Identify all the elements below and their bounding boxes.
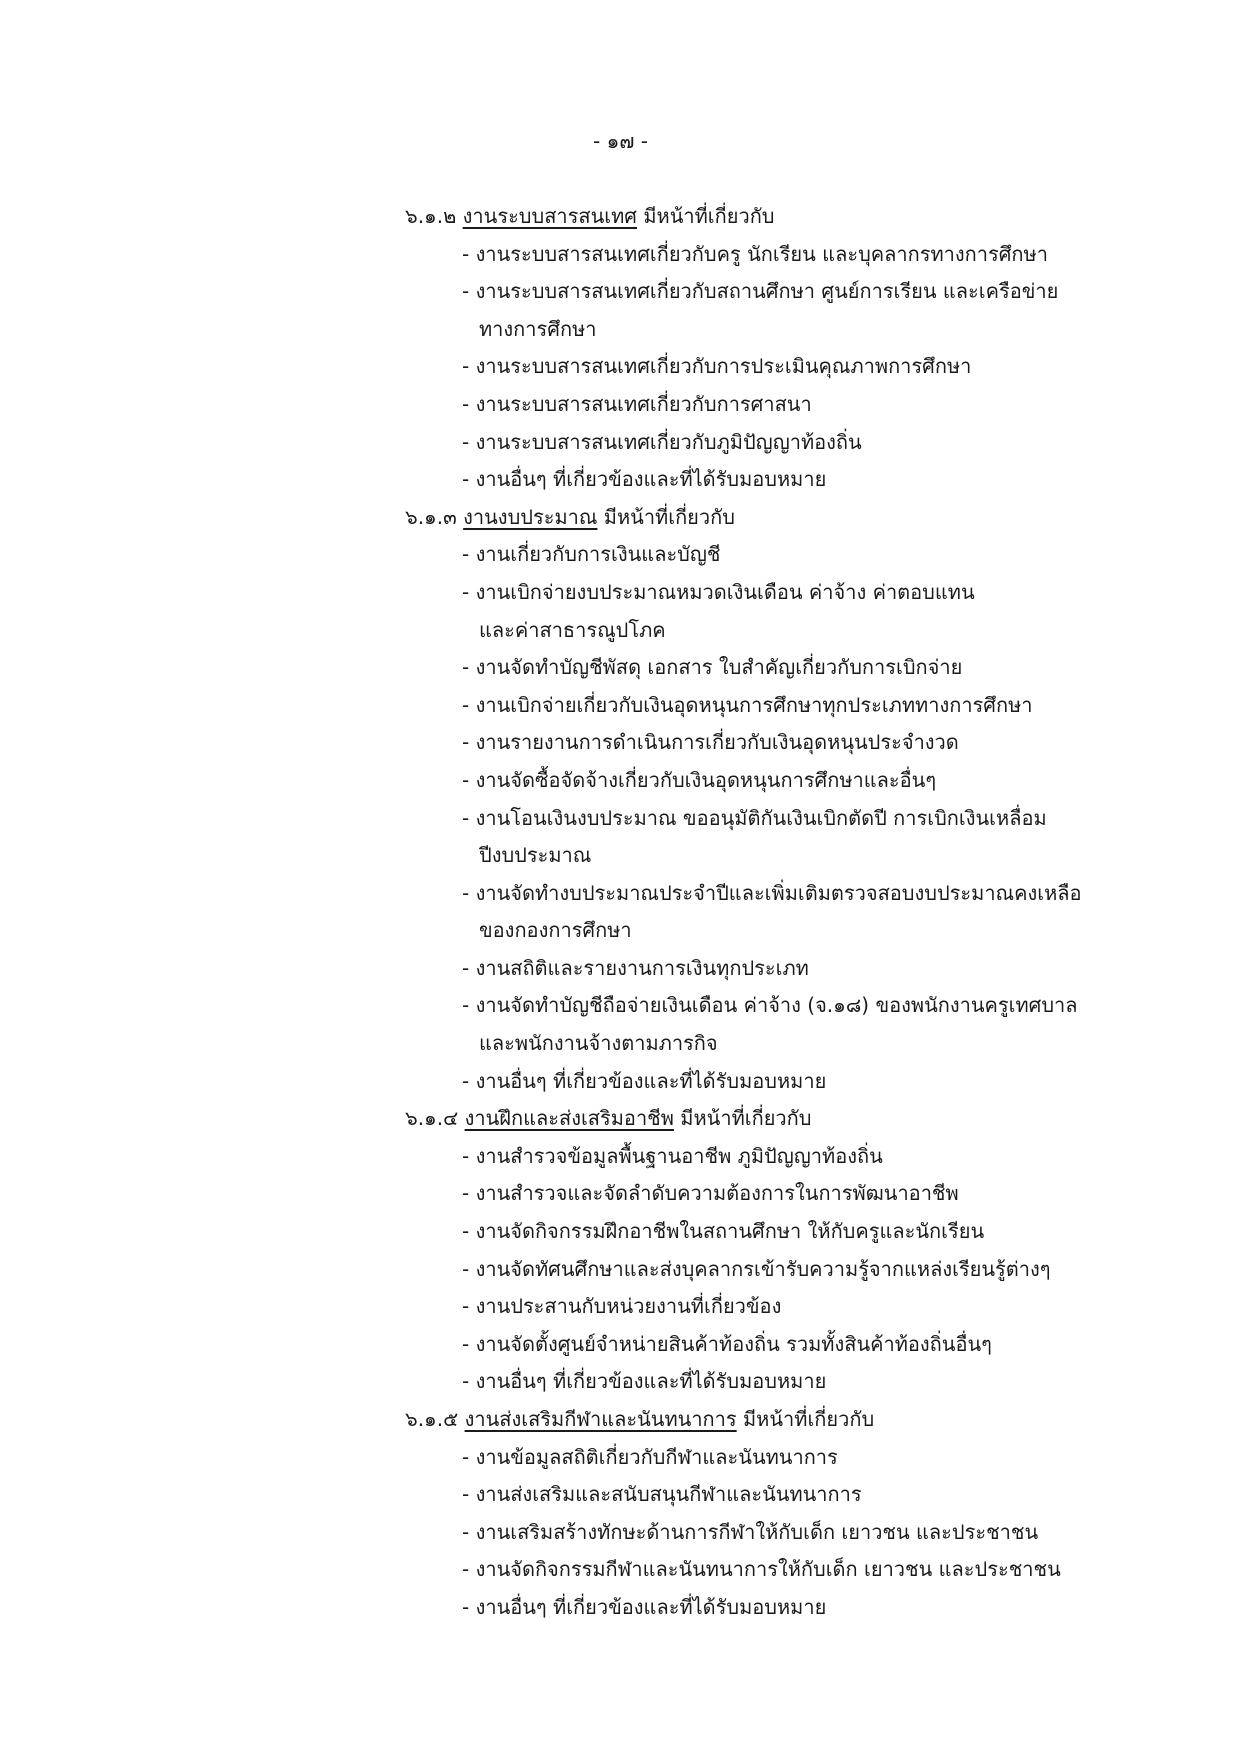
page-number: - ๑๗ - xyxy=(593,129,648,153)
list-item xyxy=(405,724,1165,762)
list-item-text: - งานข้อมูลสถิติเกี่ยวกับกีฬาและนันทนาการ xyxy=(462,1444,838,1469)
list-item-continuation: และพนักงานจ้างตามภารกิจ xyxy=(479,1031,718,1056)
list-item-text: - งานจัดตั้งศูนย์จำหน่ายสินค้าท้องถิ่น รวมทั้งสินค้าท้องถิ่นอื่นๆ xyxy=(462,1331,992,1356)
section-title: งานระบบสารสนเทศ xyxy=(462,204,637,228)
list-item-text: - งานจัดทำบัญชีพัสดุ เอกสาร ใบสำคัญเกี่ยวกับการเบิกจ่าย xyxy=(462,655,963,680)
list-item-text: - งานรายงานการดำเนินการเกี่ยวกับเงินอุดหนุนประจำงวด xyxy=(462,730,959,755)
list-item xyxy=(405,762,1165,800)
list-item xyxy=(405,800,1165,875)
section-heading xyxy=(405,198,1165,236)
list-item-text: - งานจัดทำงบประมาณประจำปีและเพิ่มเติมตรวจสอบงบประมาณคงเหลือ xyxy=(462,880,1082,905)
list-item-text: - งานจัดทัศนศึกษาและส่งบุคลากรเข้ารับความรู้จากแหล่งเรียนรู้ต่างๆ xyxy=(462,1256,1051,1281)
list-item xyxy=(405,1439,1165,1477)
list-item-text: - งานระบบสารสนเทศเกี่ยวกับการประเมินคุณภาพการศึกษา xyxy=(462,354,972,379)
list-item-continuation: ปีงบประมาณ xyxy=(479,843,592,868)
list-item-text: - งานส่งเสริมและสนับสนุนกีฬาและนันทนาการ xyxy=(462,1482,862,1507)
list-item xyxy=(405,1138,1165,1176)
list-item-text: - งานสถิติและรายงานการเงินทุกประเภท xyxy=(462,955,809,980)
section-title: งานส่งเสริมกีฬาและนันทนาการ xyxy=(464,1407,737,1431)
list-item-text: - งานระบบสารสนเทศเกี่ยวกับครู นักเรียน และบุคลากรทางการศึกษา xyxy=(462,241,1048,266)
list-item xyxy=(405,1063,1165,1101)
list-item-text: - งานจัดซื้อจัดจ้างเกี่ยวกับเงินอุดหนุนการศึกษาและอื่นๆ xyxy=(462,767,937,792)
document-body xyxy=(405,198,1165,1627)
list-item-text: - งานเบิกจ่ายเกี่ยวกับเงินอุดหนุนการศึกษาทุกประเภททางการศึกษา xyxy=(462,692,1033,717)
list-item xyxy=(405,348,1165,386)
section-suffix: มีหน้าที่เกี่ยวกับ xyxy=(603,504,735,529)
list-item xyxy=(405,574,1165,649)
list-item-text: - งานระบบสารสนเทศเกี่ยวกับสถานศึกษา ศูนย์การเรียน และเครือข่าย xyxy=(462,279,1059,304)
list-item-text: - งานจัดทำบัญชีถือจ่ายเงินเดือน ค่าจ้าง (จ.๑๘) ของพนักงานครูเทศบาล xyxy=(462,993,1078,1018)
list-item-text: - งานสำรวจข้อมูลพื้นฐานอาชีพ ภูมิปัญญาท้องถิ่น xyxy=(462,1143,883,1168)
section-number: ๖.๑.๔ xyxy=(405,1106,459,1131)
list-item-text: - งานจัดกิจกรรมฝึกอาชีพในสถานศึกษา ให้กับครูและนักเรียน xyxy=(462,1219,985,1244)
list-item-text: - งานอื่นๆ ที่เกี่ยวข้องและที่ได้รับมอบหมาย xyxy=(462,467,827,492)
list-item xyxy=(405,1514,1165,1552)
list-item xyxy=(405,1363,1165,1401)
section-number: ๖.๑.๓ xyxy=(405,504,457,529)
list-item-text: - งานระบบสารสนเทศเกี่ยวกับการศาสนา xyxy=(462,391,812,416)
list-item-text: - งานเบิกจ่ายงบประมาณหมวดเงินเดือน ค่าจ้าง ค่าตอบแทน xyxy=(462,579,975,604)
section-number: ๖.๑.๒ xyxy=(405,204,457,228)
list-item-text: - งานอื่นๆ ที่เกี่ยวข้องและที่ได้รับมอบหมาย xyxy=(462,1369,827,1394)
list-item xyxy=(405,386,1165,424)
section-heading xyxy=(405,499,1165,537)
list-item-continuation: และค่าสาธารณูปโภค xyxy=(479,617,666,642)
list-item-text: - งานประสานกับหน่วยงานที่เกี่ยวข้อง xyxy=(462,1294,782,1319)
list-item-text: - งานอื่นๆ ที่เกี่ยวข้องและที่ได้รับมอบหมาย xyxy=(462,1068,827,1093)
list-item xyxy=(405,1326,1165,1364)
section-title: งานฝึกและส่งเสริมอาชีพ xyxy=(464,1106,674,1131)
list-item xyxy=(405,1251,1165,1289)
list-item-text: - งานสำรวจและจัดลำดับความต้องการในการพัฒนาอาชีพ xyxy=(462,1181,959,1206)
list-item xyxy=(405,236,1165,274)
list-item-text: - งานโอนเงินงบประมาณ ขออนุมัติกันเงินเบิกตัดปี การเบิกเงินเหลื่อม xyxy=(462,805,1047,830)
list-item-continuation: ทางการศึกษา xyxy=(479,316,597,341)
list-item xyxy=(405,1476,1165,1514)
list-item xyxy=(405,649,1165,687)
list-item-continuation: ของกองการศึกษา xyxy=(479,918,632,943)
list-item xyxy=(405,461,1165,499)
list-item xyxy=(405,1213,1165,1251)
list-item xyxy=(405,536,1165,574)
list-item xyxy=(405,875,1165,950)
list-item xyxy=(405,1589,1165,1627)
section-title: งานงบประมาณ xyxy=(463,504,598,529)
list-item-text: - งานจัดกิจกรรมกีฬาและนันทนาการให้กับเด็ก เยาวชน และประชาชน xyxy=(462,1557,1061,1582)
list-item xyxy=(405,424,1165,462)
section-suffix: มีหน้าที่เกี่ยวกับ xyxy=(680,1106,812,1131)
list-item-text: - งานเกี่ยวกับการเงินและบัญชี xyxy=(462,542,721,567)
list-item xyxy=(405,1288,1165,1326)
list-item xyxy=(405,950,1165,988)
list-item xyxy=(405,1175,1165,1213)
section-suffix: มีหน้าที่เกี่ยวกับ xyxy=(743,1407,875,1431)
list-item-text: - งานอื่นๆ ที่เกี่ยวข้องและที่ได้รับมอบหมาย xyxy=(462,1594,827,1619)
list-item xyxy=(405,687,1165,725)
list-item-text: - งานระบบสารสนเทศเกี่ยวกับภูมิปัญญาท้องถิ่น xyxy=(462,429,862,454)
list-item xyxy=(405,273,1165,348)
section-number: ๖.๑.๕ xyxy=(405,1407,459,1431)
section-heading xyxy=(405,1401,1165,1439)
list-item-text: - งานเสริมสร้างทักษะด้านการกีฬาให้กับเด็ก เยาวชน และประชาชน xyxy=(462,1519,1039,1544)
section-heading xyxy=(405,1100,1165,1138)
section-suffix: มีหน้าที่เกี่ยวกับ xyxy=(643,204,775,228)
list-item xyxy=(405,1551,1165,1589)
list-item xyxy=(405,987,1165,1062)
